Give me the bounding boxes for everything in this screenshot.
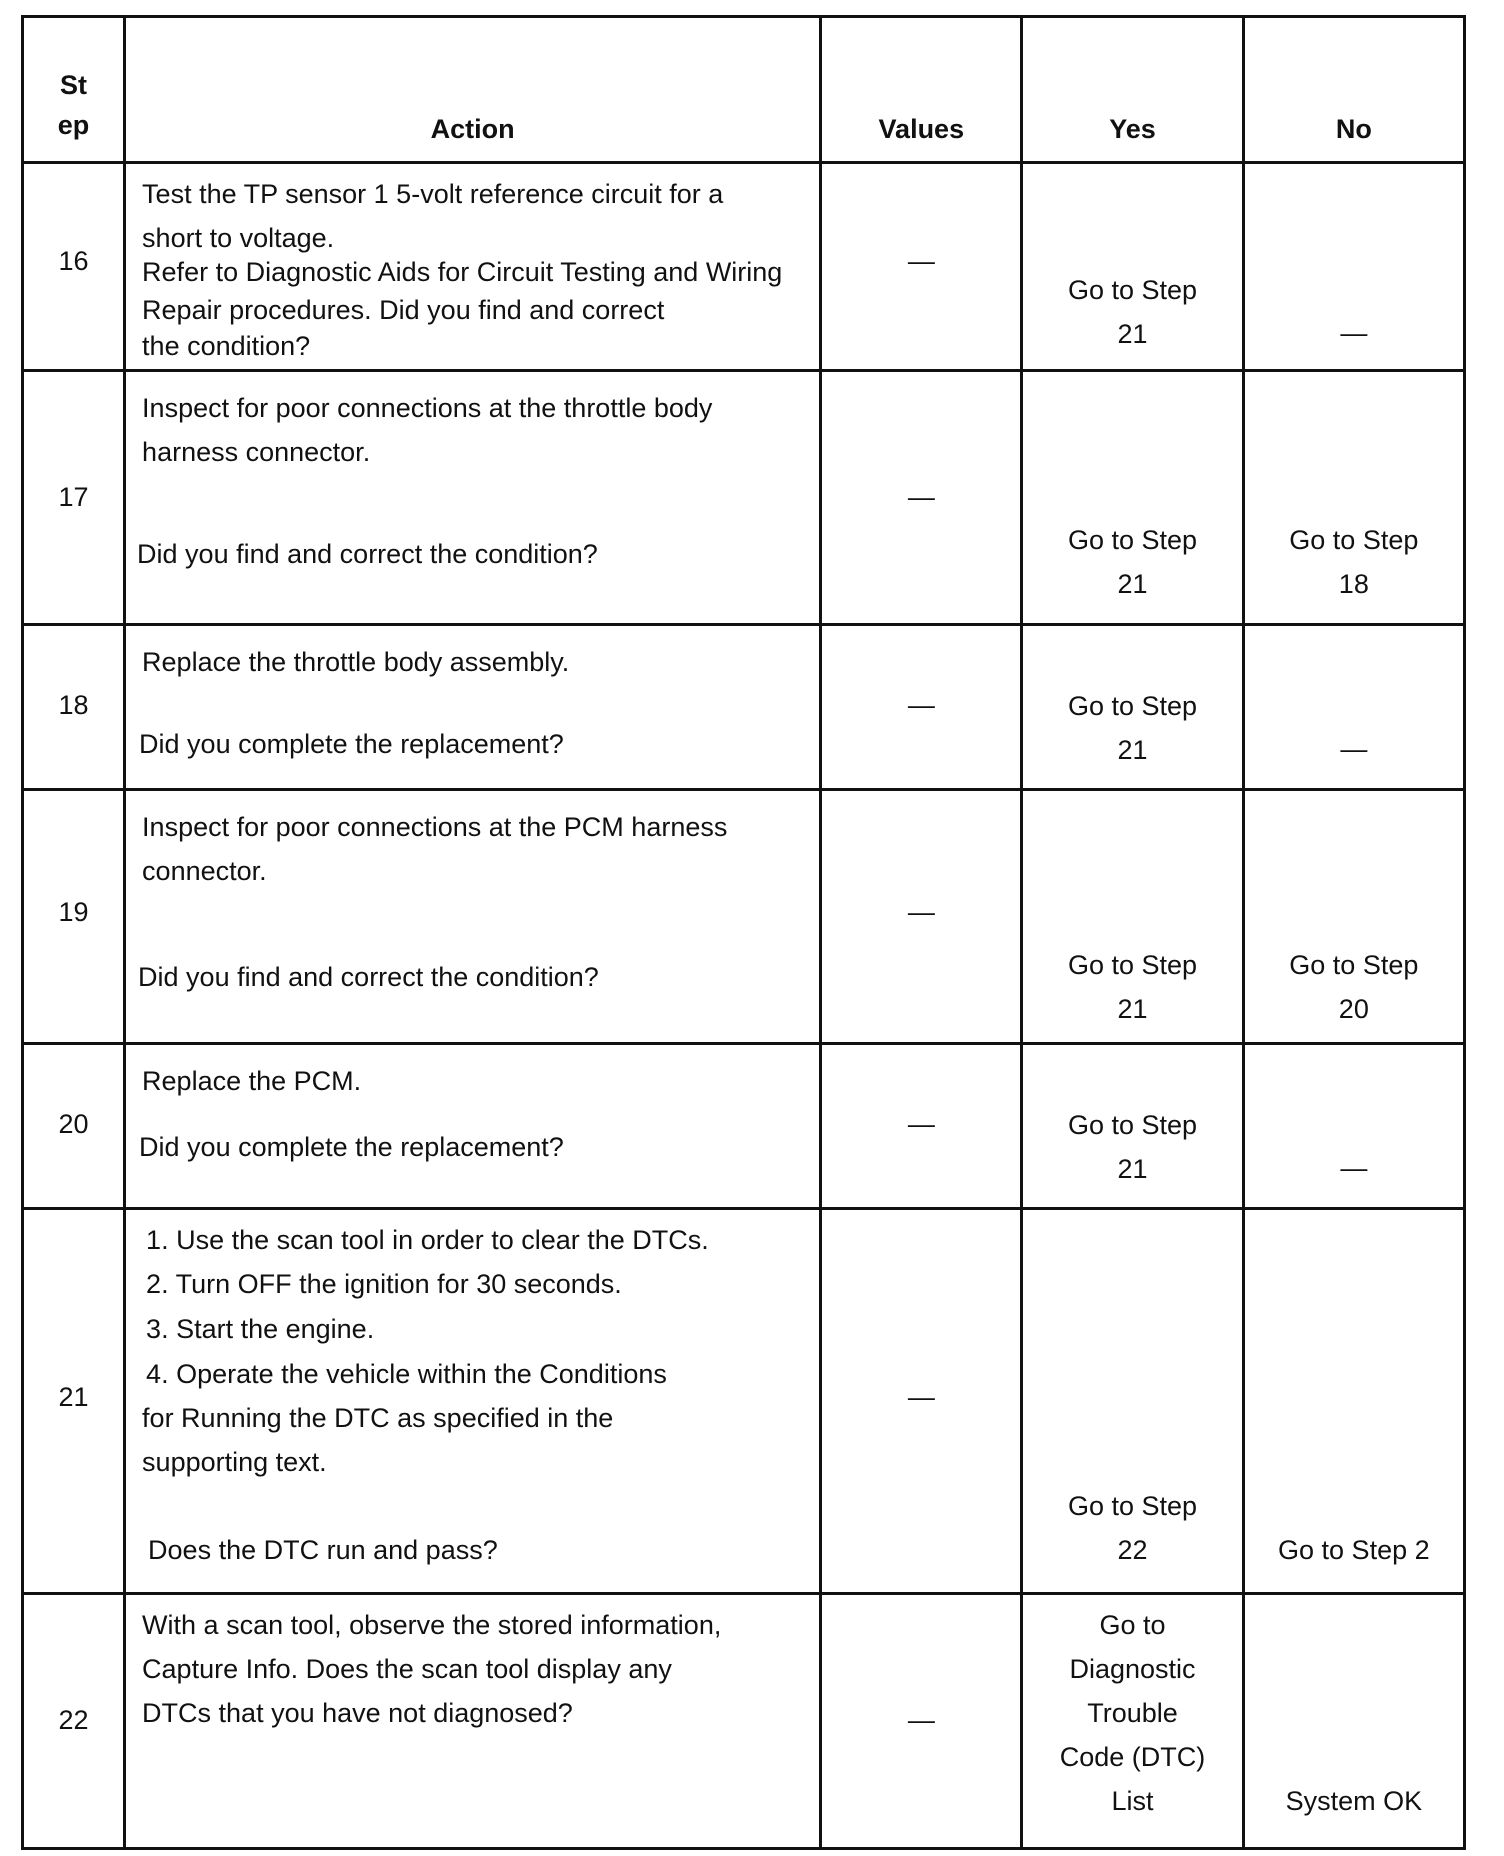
yes-line: Go to Step bbox=[1067, 950, 1198, 980]
no-text: System OK bbox=[1285, 1786, 1423, 1816]
yes-line: 21 bbox=[1117, 569, 1148, 599]
step-number: 19 bbox=[58, 897, 89, 927]
no-line: 18 bbox=[1338, 569, 1369, 599]
values-cell bbox=[821, 371, 1022, 625]
no-text: Go to Step 2 bbox=[1278, 1535, 1430, 1565]
action-line: harness connector. bbox=[142, 437, 371, 467]
values-cell bbox=[821, 790, 1022, 1044]
action-line: Repair procedures. Did you find and correct bbox=[142, 295, 665, 325]
action-line: short to voltage. bbox=[142, 223, 335, 253]
table-row bbox=[23, 625, 1465, 790]
action-line: connector. bbox=[142, 856, 267, 886]
action-line: Capture Info. Does the scan tool display any bbox=[142, 1654, 672, 1684]
no-text: — bbox=[1340, 734, 1368, 764]
step-number: 22 bbox=[58, 1705, 89, 1735]
yes-cell bbox=[1022, 371, 1243, 625]
action-line: Inspect for poor connections at the PCM harness bbox=[142, 812, 728, 842]
action-cell bbox=[125, 371, 821, 625]
action-line: 2. Turn OFF the ignition for 30 seconds. bbox=[146, 1269, 622, 1299]
step-cell bbox=[23, 1044, 125, 1209]
yes-cell bbox=[1022, 790, 1243, 1044]
action-cell bbox=[125, 1209, 821, 1594]
action-line: Replace the PCM. bbox=[142, 1066, 362, 1096]
table-row bbox=[23, 1044, 1465, 1209]
yes-cell bbox=[1022, 1044, 1243, 1209]
header-step bbox=[23, 17, 125, 163]
action-line: Did you find and correct the condition? bbox=[138, 962, 599, 992]
step-cell bbox=[23, 371, 125, 625]
action-line: the condition? bbox=[142, 331, 311, 361]
no-line: 20 bbox=[1338, 994, 1369, 1024]
header-yes: Yes bbox=[1022, 17, 1243, 163]
no-cell bbox=[1243, 1044, 1464, 1209]
action-line: for Running the DTC as specified in the bbox=[142, 1403, 614, 1433]
values-text: — bbox=[907, 1382, 935, 1412]
action-line: Does the DTC run and pass? bbox=[148, 1535, 498, 1565]
values-cell bbox=[821, 163, 1022, 371]
yes-line: Trouble bbox=[1087, 1698, 1178, 1728]
action-line: DTCs that you have not diagnosed? bbox=[142, 1698, 573, 1728]
step-number: 18 bbox=[58, 690, 89, 720]
yes-cell bbox=[1022, 163, 1243, 371]
no-cell bbox=[1243, 371, 1464, 625]
yes-cell bbox=[1022, 1594, 1243, 1849]
values-cell bbox=[821, 1044, 1022, 1209]
yes-line: List bbox=[1111, 1786, 1154, 1816]
values-cell bbox=[821, 1594, 1022, 1849]
action-line: Replace the throttle body assembly. bbox=[142, 647, 570, 677]
yes-line: Diagnostic bbox=[1069, 1654, 1196, 1684]
header-action: Action bbox=[125, 17, 821, 163]
values-cell bbox=[821, 1209, 1022, 1594]
action-cell bbox=[125, 163, 821, 371]
no-cell bbox=[1243, 790, 1464, 1044]
values-cell bbox=[821, 625, 1022, 790]
action-line: Test the TP sensor 1 5-volt reference circuit for a bbox=[142, 179, 724, 209]
values-text: — bbox=[907, 1109, 935, 1139]
action-line: Refer to Diagnostic Aids for Circuit Testing and Wiring bbox=[142, 257, 783, 287]
action-line: Inspect for poor connections at the throttle body bbox=[142, 393, 713, 423]
table-row bbox=[23, 790, 1465, 1044]
action-line: Did you complete the replacement? bbox=[139, 1132, 564, 1162]
table-row bbox=[23, 1594, 1465, 1849]
header-no: No bbox=[1243, 17, 1464, 163]
yes-line: Go to Step bbox=[1067, 525, 1198, 555]
table-row bbox=[23, 163, 1465, 371]
action-line: Did you complete the replacement? bbox=[139, 729, 564, 759]
step-cell bbox=[23, 163, 125, 371]
yes-line: 21 bbox=[1117, 1154, 1148, 1184]
yes-line: Code (DTC) bbox=[1059, 1742, 1206, 1772]
no-cell bbox=[1243, 163, 1464, 371]
yes-cell bbox=[1022, 1209, 1243, 1594]
action-line: 4. Operate the vehicle within the Conditions bbox=[146, 1359, 667, 1389]
action-line: supporting text. bbox=[142, 1447, 327, 1477]
header-row bbox=[23, 17, 1465, 163]
action-line: 1. Use the scan tool in order to clear the DTCs. bbox=[146, 1225, 709, 1255]
table-row bbox=[23, 1209, 1465, 1594]
no-line: Go to Step bbox=[1289, 950, 1419, 980]
action-line: Did you find and correct the condition? bbox=[137, 539, 598, 569]
table-row bbox=[23, 371, 1465, 625]
step-number: 20 bbox=[58, 1109, 89, 1139]
action-line: 3. Start the engine. bbox=[146, 1314, 375, 1344]
values-text: — bbox=[907, 246, 935, 276]
yes-line: 21 bbox=[1117, 319, 1148, 349]
yes-line: 21 bbox=[1117, 994, 1148, 1024]
values-text: — bbox=[907, 482, 935, 512]
no-text: — bbox=[1340, 318, 1368, 348]
diagnostic-table bbox=[21, 15, 1466, 1850]
step-number: 16 bbox=[58, 246, 89, 276]
action-cell bbox=[125, 790, 821, 1044]
yes-line: 22 bbox=[1117, 1535, 1148, 1565]
no-text: — bbox=[1340, 1153, 1368, 1183]
header-step-line2: ep bbox=[57, 110, 90, 140]
yes-line: Go to bbox=[1099, 1610, 1166, 1640]
yes-cell bbox=[1022, 625, 1243, 790]
values-text: — bbox=[907, 897, 935, 927]
step-cell bbox=[23, 1594, 125, 1849]
step-number: 21 bbox=[58, 1382, 89, 1412]
action-cell bbox=[125, 1044, 821, 1209]
action-cell bbox=[125, 625, 821, 790]
values-text: — bbox=[907, 690, 935, 720]
yes-line: Go to Step bbox=[1067, 691, 1198, 721]
step-cell bbox=[23, 1209, 125, 1594]
action-line: With a scan tool, observe the stored information, bbox=[142, 1610, 722, 1640]
no-cell bbox=[1243, 625, 1464, 790]
yes-line: Go to Step bbox=[1067, 275, 1198, 305]
action-cell bbox=[125, 1594, 821, 1849]
header-step-line1: St bbox=[60, 70, 88, 100]
values-text: — bbox=[907, 1705, 935, 1735]
step-cell bbox=[23, 625, 125, 790]
no-line: Go to Step bbox=[1289, 525, 1419, 555]
step-number: 17 bbox=[58, 482, 89, 512]
yes-line: 21 bbox=[1117, 735, 1148, 765]
yes-line: Go to Step bbox=[1067, 1110, 1198, 1140]
step-cell bbox=[23, 790, 125, 1044]
yes-line: Go to Step bbox=[1067, 1491, 1198, 1521]
header-values: Values bbox=[821, 17, 1022, 163]
no-cell bbox=[1243, 1209, 1464, 1594]
no-cell bbox=[1243, 1594, 1464, 1849]
